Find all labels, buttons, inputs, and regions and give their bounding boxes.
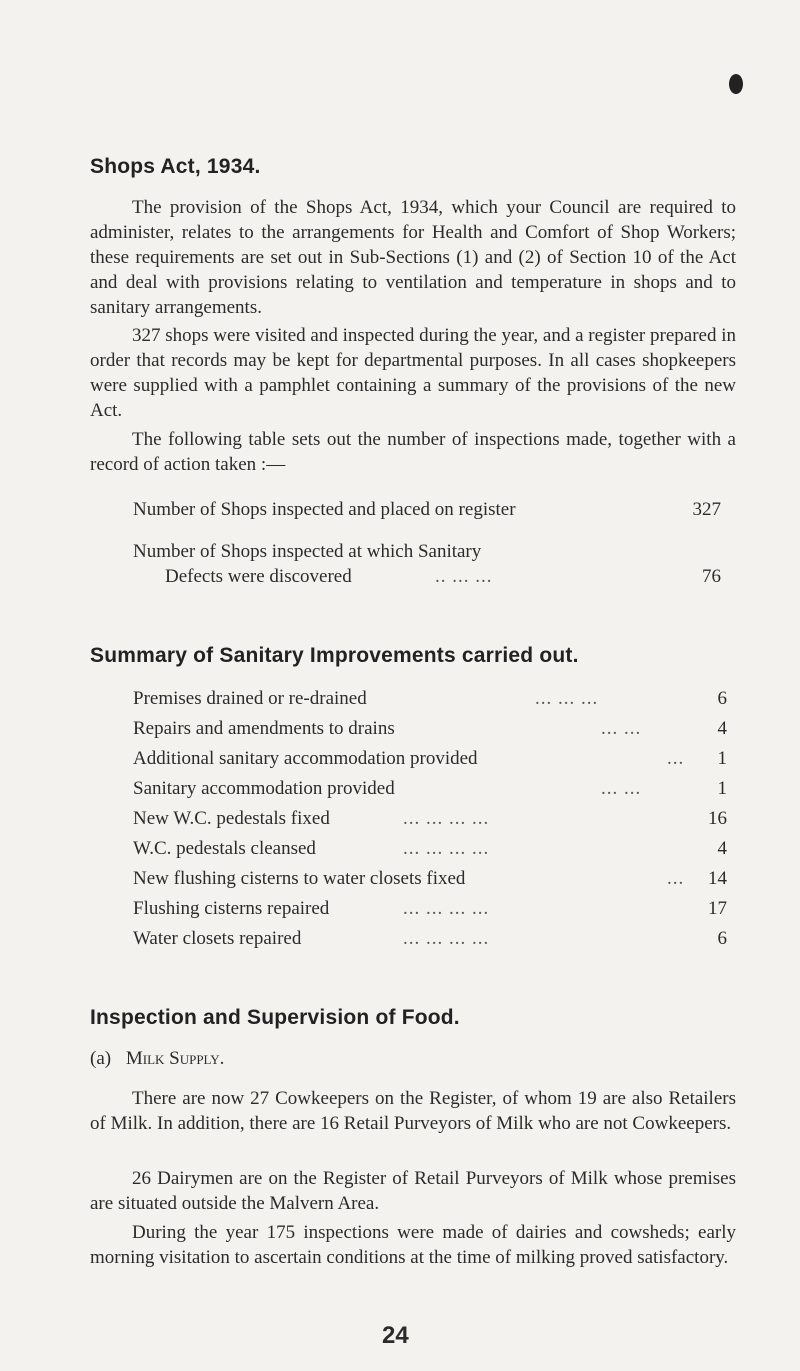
leader-dots: ... ... ... ... [403,808,490,829]
food-paragraph-2: 26 Dairymen are on the Register of Retail Purveyors of Milk whose premises are situated outside the Malvern Area. [90,1168,736,1214]
stat-label-line2: Defects were discovered [165,566,352,587]
shops-act-paragraph-1: The provision of the Shops Act, 1934, which your Council are required to administer, relates to the arrangements for Health and Comfort of Shop Workers; these requirements are set out in Sub-Sections (1) and (2) of Section 10 of the Act and deal with provisions relating to ventilation and temperature in shops and to sanitary arrangements. [90,197,736,318]
page-number: 24 [382,1322,409,1349]
stat-row-sanitary-defects-line1 [133,539,733,564]
leader-dots: ... [667,748,685,769]
ink-mark [729,74,743,94]
sanitary-heading: Summary of Sanitary Improvements carried out. [90,644,579,667]
leader-dots: ... ... ... [535,688,599,709]
subheading-text: Milk Supply. [125,1048,225,1069]
item-value: 6 [717,928,727,949]
shops-act-paragraph-2: 327 shops were visited and inspected during the year, and a register prepared in order that records may be kept for departmental purposes. In all cases shopkeepers were supplied with a pamphlet containing a summary of the provisions of the new Act. [90,325,736,421]
item-label: W.C. pedestals cleansed [133,838,316,859]
stat-row-shops-registered [133,497,733,522]
leader-dots: ... ... ... ... [403,898,490,919]
list-item [133,926,727,951]
list-item [133,866,727,891]
item-value: 1 [717,778,727,799]
list-item [133,746,727,771]
item-value: 4 [717,718,727,739]
item-label: Water closets repaired [133,928,302,949]
list-item [133,716,727,741]
item-value: 1 [717,748,727,769]
item-value: 16 [708,808,727,829]
leader-dots: ... ... [601,778,642,799]
list-item [133,896,727,921]
food-heading: Inspection and Supervision of Food. [90,1006,460,1029]
stat-value: 327 [692,499,721,520]
list-item [133,806,727,831]
list-item [133,836,727,861]
stat-label: Number of Shops inspected and placed on register [133,499,516,520]
leader-dots: ... ... ... ... [403,928,490,949]
leader-dots: ... [667,868,685,889]
shops-act-paragraph-3: The following table sets out the number of inspections made, together with a record of action taken :— [90,429,736,475]
list-item [133,776,727,801]
leader-dots: .. ... ... [435,566,493,587]
item-label: New W.C. pedestals fixed [133,808,330,829]
item-label: Sanitary accommodation provided [133,778,395,799]
item-value: 17 [708,898,727,919]
item-value: 6 [717,688,727,709]
item-value: 14 [708,868,727,889]
leader-dots: ... ... ... ... [403,838,490,859]
stat-value: 76 [702,566,721,587]
subheading-prefix: (a) [90,1048,112,1069]
item-label: Premises drained or re-drained [133,688,367,709]
milk-supply-subheading [90,1046,224,1071]
item-value: 4 [717,838,727,859]
item-label: Repairs and amendments to drains [133,718,395,739]
stat-label-line1: Number of Shops inspected at which Sanitary [133,541,482,562]
food-paragraph-3: During the year 175 inspections were made of dairies and cowsheds; early morning visitation to ascertain conditions at the time of milking proved satisfactory. [90,1222,736,1268]
item-label: Additional sanitary accommodation provided [133,748,478,769]
leader-dots: ... ... [601,718,642,739]
shops-act-heading: Shops Act, 1934. [90,155,261,178]
food-paragraph-1: There are now 27 Cowkeepers on the Register, of whom 19 are also Retailers of Milk. In addition, there are 16 Retail Purveyors of Milk who are not Cowkeepers. [90,1088,736,1134]
item-label: Flushing cisterns repaired [133,898,330,919]
list-item [133,686,727,711]
stat-row-sanitary-defects-line2 [165,564,733,589]
item-label: New flushing cisterns to water closets fixed [133,868,466,889]
